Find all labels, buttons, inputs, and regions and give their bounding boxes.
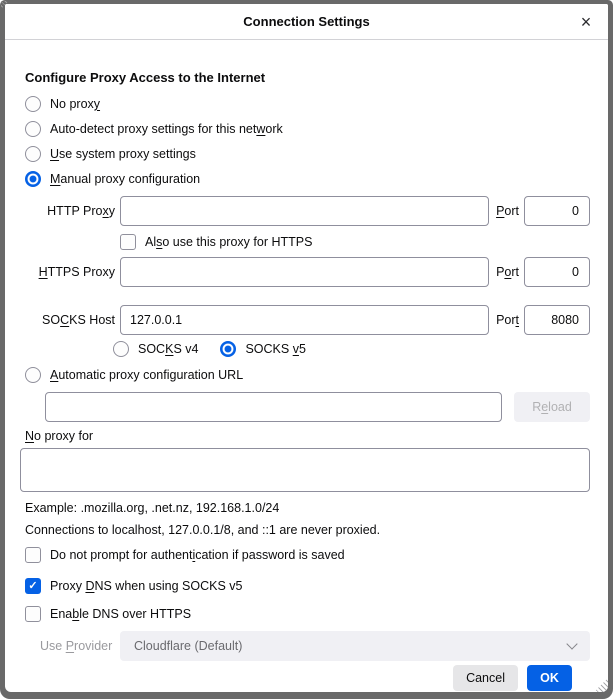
dialog-titlebar xyxy=(5,4,608,40)
auto-config-url-input[interactable] xyxy=(45,392,502,422)
socks-port-input[interactable] xyxy=(524,305,590,335)
radio-manual-proxy[interactable] xyxy=(25,171,590,187)
also-https-checkbox-row[interactable] xyxy=(120,234,590,250)
https-proxy-input[interactable] xyxy=(120,257,489,287)
cancel-button[interactable]: Cancel xyxy=(453,665,518,691)
no-proxy-for-textarea[interactable] xyxy=(20,448,590,492)
socks-host-input[interactable] xyxy=(120,305,489,335)
proxy-dns-checkbox-row[interactable] xyxy=(25,578,590,594)
radio-auto-config-url[interactable] xyxy=(25,367,590,383)
dialog-footer xyxy=(20,665,572,691)
socks-version-row xyxy=(113,341,590,357)
http-proxy-input[interactable] xyxy=(120,196,489,226)
ok-button[interactable]: OK xyxy=(527,665,572,691)
no-proxy-example-text: Example: .mozilla.org, .net.nz, 192.168.1.0/24 xyxy=(25,501,280,515)
radio-auto-detect-label: Auto-detect proxy settings for this network xyxy=(50,122,283,136)
radio-system-proxy[interactable] xyxy=(25,146,590,162)
socks-port-label: Port xyxy=(496,313,519,327)
radio-icon[interactable] xyxy=(25,96,41,112)
checkbox-checked-icon[interactable] xyxy=(25,578,41,594)
doh-label: Enable DNS over HTTPS xyxy=(50,607,192,621)
close-button[interactable] xyxy=(574,10,598,34)
radio-socks-v5[interactable] xyxy=(220,341,305,357)
checkbox-icon[interactable] xyxy=(120,234,136,250)
radio-no-proxy-label: No proxy xyxy=(50,97,101,111)
https-port-input[interactable] xyxy=(524,257,590,287)
checkbox-icon[interactable] xyxy=(25,547,41,563)
radio-auto-detect[interactable] xyxy=(25,121,590,137)
radio-icon[interactable] xyxy=(25,121,41,137)
check-icon: ✓ xyxy=(28,579,38,592)
radio-no-proxy[interactable] xyxy=(25,96,590,112)
no-proxy-for-label: No proxy for xyxy=(25,429,94,443)
radio-icon[interactable] xyxy=(25,367,41,383)
chevron-down-icon xyxy=(566,638,577,649)
provider-row xyxy=(40,631,590,661)
proxy-dns-label: Proxy DNS when using SOCKS v5 xyxy=(50,579,243,593)
auto-config-url-row xyxy=(45,392,590,422)
radio-icon[interactable] xyxy=(113,341,129,357)
no-proxy-note-text: Connections to localhost, 127.0.0.1/8, and ::1 are never proxied. xyxy=(25,523,381,537)
provider-dropdown[interactable] xyxy=(120,631,590,661)
reload-button[interactable]: Reload xyxy=(514,392,590,422)
http-proxy-label: HTTP Proxy xyxy=(47,204,115,218)
http-port-input[interactable] xyxy=(524,196,590,226)
also-https-label: Also use this proxy for HTTPS xyxy=(145,235,313,249)
socks-v5-label: SOCKS v5 xyxy=(245,342,306,356)
dialog-title: Connection Settings xyxy=(243,14,370,29)
doh-checkbox-row[interactable] xyxy=(25,606,590,622)
checkbox-icon[interactable] xyxy=(25,606,41,622)
radio-manual-proxy-label: Manual proxy configuration xyxy=(50,172,201,186)
radio-socks-v4[interactable] xyxy=(113,341,198,357)
http-proxy-row xyxy=(25,196,590,226)
socks-v4-label: SOCKS v4 xyxy=(138,342,199,356)
radio-icon-selected[interactable] xyxy=(220,341,236,357)
https-proxy-row xyxy=(25,257,590,287)
socks-host-label: SOCKS Host xyxy=(42,313,115,327)
radio-icon[interactable] xyxy=(25,146,41,162)
http-port-label: Port xyxy=(496,204,519,218)
section-title: Configure Proxy Access to the Internet xyxy=(25,70,266,85)
https-proxy-label: HTTPS Proxy xyxy=(38,265,115,279)
no-prompt-auth-checkbox-row[interactable] xyxy=(25,547,590,563)
connection-settings-dialog xyxy=(5,4,608,692)
socks-host-row xyxy=(25,305,590,335)
radio-icon-selected[interactable] xyxy=(25,171,41,187)
close-icon: × xyxy=(580,12,592,32)
provider-dropdown-value: Cloudflare (Default) xyxy=(134,639,243,653)
radio-system-proxy-label: Use system proxy settings xyxy=(50,147,196,161)
https-port-label: Port xyxy=(496,265,519,279)
use-provider-label: Use Provider xyxy=(40,639,113,653)
auto-config-url-label: Automatic proxy configuration URL xyxy=(50,368,244,382)
no-prompt-auth-label: Do not prompt for authentication if password is saved xyxy=(50,548,345,562)
dialog-content xyxy=(5,40,608,692)
